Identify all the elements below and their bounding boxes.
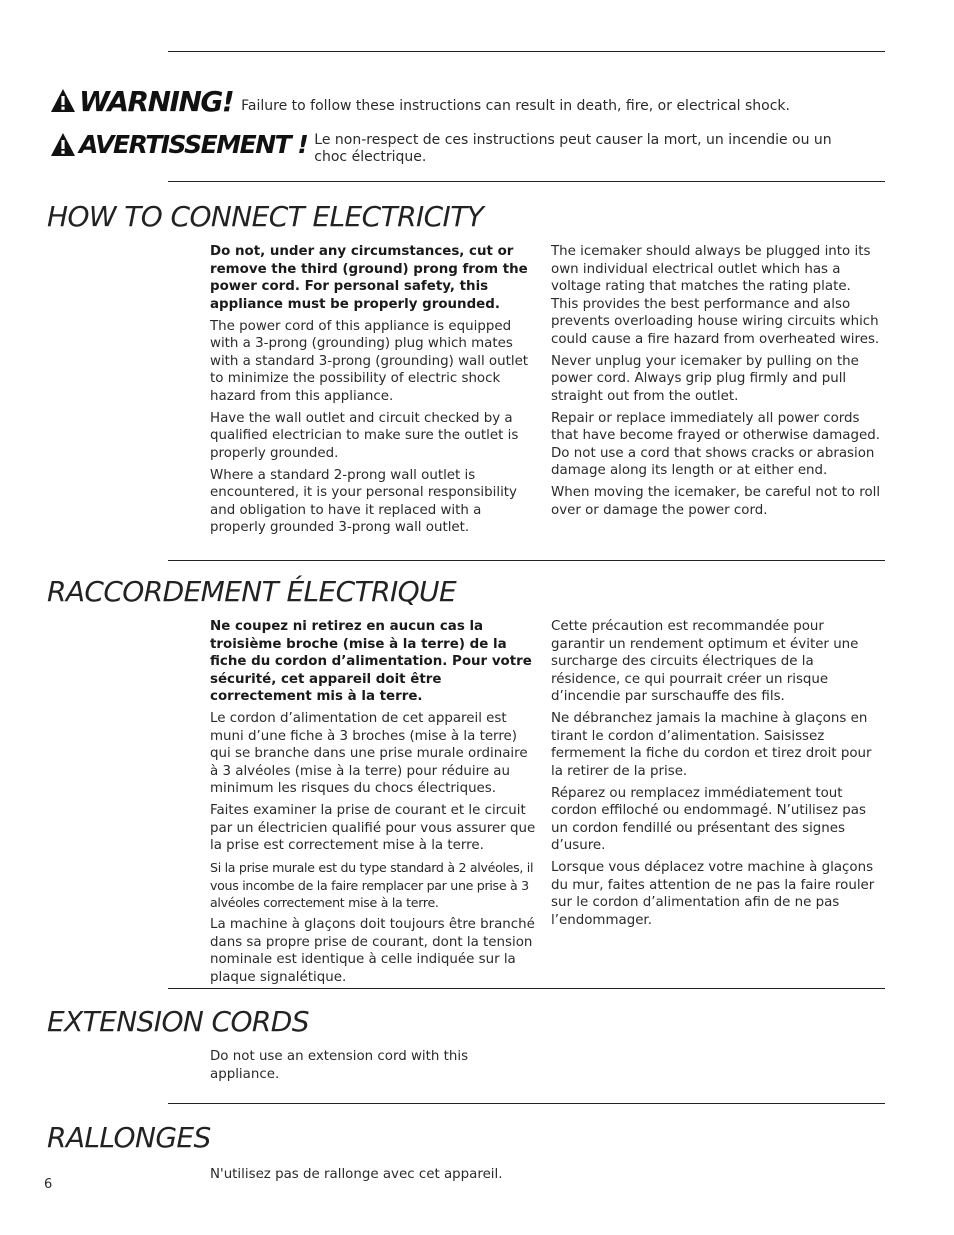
raccordement-bold-paragraph: Ne coupez ni retirez en aucun cas la troisième broche (mise à la terre) de la fiche du cordon d’alimentation. Pour votre sécurité, cet appareil doit être correctement mis à la terre. xyxy=(210,619,532,704)
divider-electricity xyxy=(168,560,885,561)
extension-cords-text-column xyxy=(210,1048,485,1088)
electricity-bold-paragraph: Do not, under any circumstances, cut or remove the third (ground) prong from the power cord. For personal safety, this appliance must be properly grounded. xyxy=(210,244,528,312)
avertissement-label: AVERTISSEMENT ! xyxy=(79,130,308,159)
raccordement-right-column xyxy=(551,618,881,934)
electricity-paragraph: Have the wall outlet and circuit checked by a qualified electrician to make sure the outlet is properly grounded. xyxy=(210,410,519,461)
extension-cords-paragraph: Do not use an extension cord with this appliance. xyxy=(210,1049,469,1082)
top-divider xyxy=(168,51,885,52)
divider-extension xyxy=(168,1103,885,1104)
raccordement-paragraph: Le cordon d’alimentation de cet appareil est muni d’une fiche à 3 broches (mise à la terre) qui se branche dans une prise murale ordinaire à 3 alvéoles (mise à la terre) pour réduire au minimum les risques du chocs électriques. xyxy=(210,711,528,796)
rallonges-paragraph: N'utilisez pas de rallonge avec cet appareil. xyxy=(210,1167,503,1182)
electricity-paragraph: Repair or replace immediately all power cords that have become frayed or otherwise damaged. Do not use a cord that shows cracks or abrasion damage along its length or at either end. xyxy=(551,410,880,478)
divider-warnings xyxy=(168,181,885,182)
warning-triangle-icon xyxy=(50,88,76,114)
raccordement-paragraph: Ne débranchez jamais la machine à glaçons en tirant le cordon d’alimentation. Saisissez fermement la fiche du cordon et tirez droit pour la retirer de la prise. xyxy=(551,711,872,779)
raccordement-paragraph: Cette précaution est recommandée pour garantir un rendement optimum et éviter une surcharge des circuits électriques de la résidence, ce qui pourrait créer un risque d’incendie par surschauffe des fils. xyxy=(551,619,859,704)
raccordement-paragraph: Lorsque vous déplacez votre machine à glaçons du mur, faites attention de ne pas la faire rouler sur le cordon d’alimentation afin de ne pas l’endommager. xyxy=(551,860,875,928)
section-heading-electricity: HOW TO CONNECT ELECTRICITY xyxy=(47,200,484,233)
electricity-paragraph: Where a standard 2-prong wall outlet is encountered, it is your personal responsibility and obligation to have it replaced with a properly grounded 3-prong wall outlet. xyxy=(210,467,517,535)
warning-label: WARNING! xyxy=(79,85,234,118)
raccordement-paragraph: Si la prise murale est du type standard à 2 alvéoles, il vous incombe de la faire remplacer par une prise à 3 alvéoles correctement mise à la terre. xyxy=(210,860,534,910)
section-heading-rallonges: RALLONGES xyxy=(47,1121,211,1154)
electricity-left-column xyxy=(210,243,540,541)
electricity-paragraph: When moving the icemaker, be careful not to roll over or damage the power cord. xyxy=(551,485,881,518)
electricity-paragraph: The icemaker should always be plugged into its own individual electrical outlet which has a voltage rating that matches the rating plate. This provides the best performance and also prevents overloading house wiring circuits which could cause a fire hazard from overheated wires. xyxy=(551,244,880,347)
electricity-right-column xyxy=(551,243,881,524)
warning-text: Failure to follow these instructions can result in death, fire, or electrical shock. xyxy=(241,98,790,114)
warning-row xyxy=(50,86,790,118)
raccordement-left-column xyxy=(210,618,540,991)
raccordement-paragraph: La machine à glaçons doit toujours être branché dans sa propre prise de courant, dont la tension nominale est identique à celle indiquée sur la plaque signalétique. xyxy=(210,917,535,985)
raccordement-paragraph: Réparez ou remplacez immédiatement tout cordon effiloché ou endommagé. N’utilisez pas un cordon fendillé ou présentant des signes d’usure. xyxy=(551,785,866,853)
electricity-paragraph: Never unplug your icemaker by pulling on the power cord. Always grip plug firmly and pull straight out from the outlet. xyxy=(551,353,859,404)
avertissement-text: Le non-respect de ces instructions peut causer la mort, un incendie ou un choc électrique. xyxy=(314,132,832,165)
divider-raccordement xyxy=(168,988,885,989)
page-number: 6 xyxy=(44,1177,53,1192)
warning-triangle-icon xyxy=(50,132,76,158)
avertissement-row xyxy=(50,129,859,166)
electricity-paragraph: The power cord of this appliance is equipped with a 3-prong (grounding) plug which mates with a standard 3-prong (grounding) wall outlet to minimize the possibility of electric shock hazard from this appliance. xyxy=(210,318,529,404)
section-heading-extension-cords: EXTENSION CORDS xyxy=(47,1005,309,1038)
raccordement-paragraph: Faites examiner la prise de courant et le circuit par un électricien qualifié pour vous assurer que la prise est correctement mise à la terre. xyxy=(210,803,536,853)
section-heading-raccordement: RACCORDEMENT ÉLECTRIQUE xyxy=(47,575,457,608)
rallonges-text-column xyxy=(210,1166,540,1188)
